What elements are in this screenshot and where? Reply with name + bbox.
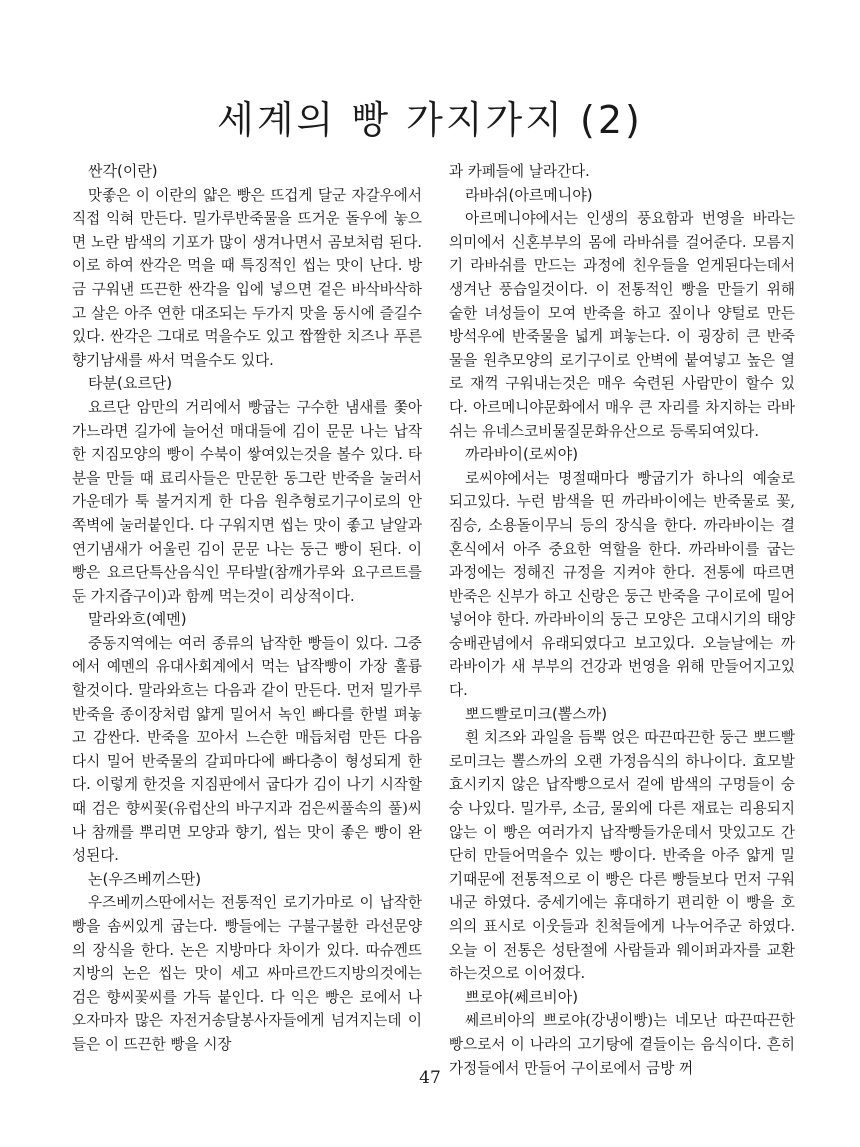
section-heading: 라바쉬(아르메니야) <box>465 185 593 204</box>
section-heading: 뽀드빨로미크(뽈스까) <box>465 704 608 723</box>
section-paragraph-continued: 과 카페들에 날라간다. <box>449 163 590 180</box>
section-heading: 타분(요르단) <box>88 374 173 393</box>
section-paragraph: 아르메니야에서는 인생의 풍요함과 번영을 바라는 의미에서 신혼부부의 몸에 라바쉬를 걸어준다. 모름지기 라바쉬를 만드는 과정에 친우들을 얻게된다는데서 생겨난 풍습일것이다. 이 전통적인 빵을 만들기 위해 숱한 녀성들이 모여 반죽을 하고 짚이나 양털로 만든 방석우에 반죽물을 넓게 펴놓는다. 이 굉장히 큰 반죽물을 원추모양의 로기구이로 안벽에 붙여넣고 높은 열로 재꺽 구워내는것은 매우 숙련된 사람만이 할수 있다. 아르메니야문화에서 매우 큰 자리를 차지하는 라바쉬는 유네스코비물질문화유산으로 등록되여있다. <box>449 210 795 440</box>
section-heading: 싼각(이란) <box>88 162 158 180</box>
page-number: 47 <box>419 1068 441 1088</box>
section-paragraph: 쎄르비아의 쁘로야(강냉이빵)는 네모난 따끈따끈한 빵으로서 이 나라의 고기탕에 곁들이는 음식이다. 흔히 가정들에서 만들어 구이로에서 금방 꺼 <box>449 1012 795 1077</box>
section-paragraph: 맛좋은 이 이란의 얇은 빵은 뜨겁게 달군 자갈우에서 직접 익혀 만든다. 밀가루반죽물을 뜨거운 돌우에 놓으면 노란 밤색의 기포가 많이 생겨나면서 곰보처럼 된다. 이로 하여 싼각은 먹을 때 특징적인 씹는 맛이 난다. 방금 구워낸 뜨끈한 싼각을 입에 넣으면 겉은 바삭바삭하고 살은 아주 연한 대조되는 두가지 맛을 동시에 즐길수 있다. 싼각은 그대로 먹을수도 있고 짭짤한 치즈나 푸른 향기남새를 싸서 먹을수도 있다. <box>72 186 422 369</box>
section-paragraph: 중동지역에는 여러 종류의 납작한 빵들이 있다. 그중에서 예멘의 유대사회계에서 먹는 납작빵이 가장 훌륭할것이다. 말라와흐는 다음과 같이 만든다. 먼저 밀가루반죽을 종이장처럼 얇게 밀어서 녹인 빠다를 한벌 펴놓고 감싼다. 반죽을 꼬아서 느슨한 매듭처럼 만든 다음 다시 밀어 반죽물의 갈피마다에 빠다층이 형성되게 한다. 이렇게 한것을 지짐판에서 굽다가 김이 나기 시작할 때 검은 향씨꽃(유럽산의 바구지과 검은씨풀속의 풀)씨나 참깨를 뿌리면 모양과 향기, 씹는 맛이 좋은 빵이 완성된다. <box>72 634 422 865</box>
right-column <box>449 160 795 1080</box>
section-paragraph: 우즈베끼스딴에서는 전통적인 로기가마로 이 납작한 빵을 솜씨있게 굽는다. 빵들에는 구불구불한 라선문양의 장식을 한다. 논은 지방마다 차이가 있다. 따슈껜뜨지방의 논은 씹는 맛이 세고 싸마르깐드지방의것에는 검은 향씨꽃씨를 가득 붙인다. 다 익은 빵은 로에서 나오자마자 많은 자전거송달봉사자들에게 넘겨지는데 이들은 이 뜨끈한 빵을 시장 <box>72 894 422 1053</box>
section-paragraph: 요르단 암만의 거리에서 빵굽는 구수한 냄새를 쫓아가느라면 길가에 늘어선 매대들에 김이 문문 나는 납작한 지짐모양의 빵이 수북이 쌓여있는것을 볼수 있다. 타분을 만들 때 료리사들은 만문한 동그란 반죽을 눌러서 가운데가 툭 불거지게 한 다음 원추형로기구이로의 안쪽벽에 눌러붙인다. 다 구워지면 씹는 맛이 좋고 날알과 연기냄새가 어울린 김이 문문 나는 둥근 빵이 된다. 이 빵은 요르단특산음식인 무타발(참깨가루와 요구르트를 둔 가지즙구이)과 함께 먹는것이 리상적이다. <box>72 398 422 605</box>
section-heading: 말라와흐(예멘) <box>88 610 187 629</box>
section-paragraph: 흰 치즈와 과일을 듬뿍 얹은 따끈따끈한 둥근 뽀드빨로미크는 뽈스까의 오랜 가정음식의 하나이다. 효모발효시키지 않은 납작빵으로서 겉에 밤색의 구멍들이 숭숭 나있다. 밀가루, 소금, 물외에 다른 재료는 리용되지 않는 이 빵은 여러가지 납작빵들가운데서 맛있고도 간단히 만들어먹을수 있는 빵이다. 반죽을 아주 얇게 밀기때문에 전통적으로 이 빵은 다른 빵들보다 먼저 구워내군 하였다. 중세기에는 휴대하기 편리한 이 빵을 호의의 표시로 이웃들과 친척들에게 나누어주군 하였다. 오늘 이 전통은 성탄절에 사람들과 웨이퍼과자를 교환하는것으로 이어졌다. <box>449 729 795 983</box>
page-title: 세계의 빵 가지가지 (2) <box>217 98 643 142</box>
section-heading: 까라바이(로씨야) <box>465 445 579 464</box>
section-heading: 논(우즈베끼스딴) <box>88 869 202 888</box>
section-paragraph: 로씨야에서는 명절때마다 빵굽기가 하나의 예술로 되고있다. 누런 밤색을 띤 까라바이에는 반죽물로 꽃, 짐승, 소용돌이무늬 등의 장식을 한다. 까라바이는 결혼식에서 아주 중요한 역할을 한다. 까라바이를 굽는 과정에는 정해진 규정을 지켜야 한다. 전통에 따르면 반죽은 신부가 하고 신랑은 둥근 반죽을 구이로에 밀어넣어야 한다. 까라바이의 둥근 모양은 고대시기의 태양숭배관념에서 유래되였다고 보고있다. 오늘날에는 까라바이가 새 부부의 건강과 번영을 위해 만들어지고있다. <box>449 469 795 700</box>
section-heading: 쁘로야(쎄르비아) <box>465 987 579 1006</box>
left-column <box>72 160 422 1057</box>
